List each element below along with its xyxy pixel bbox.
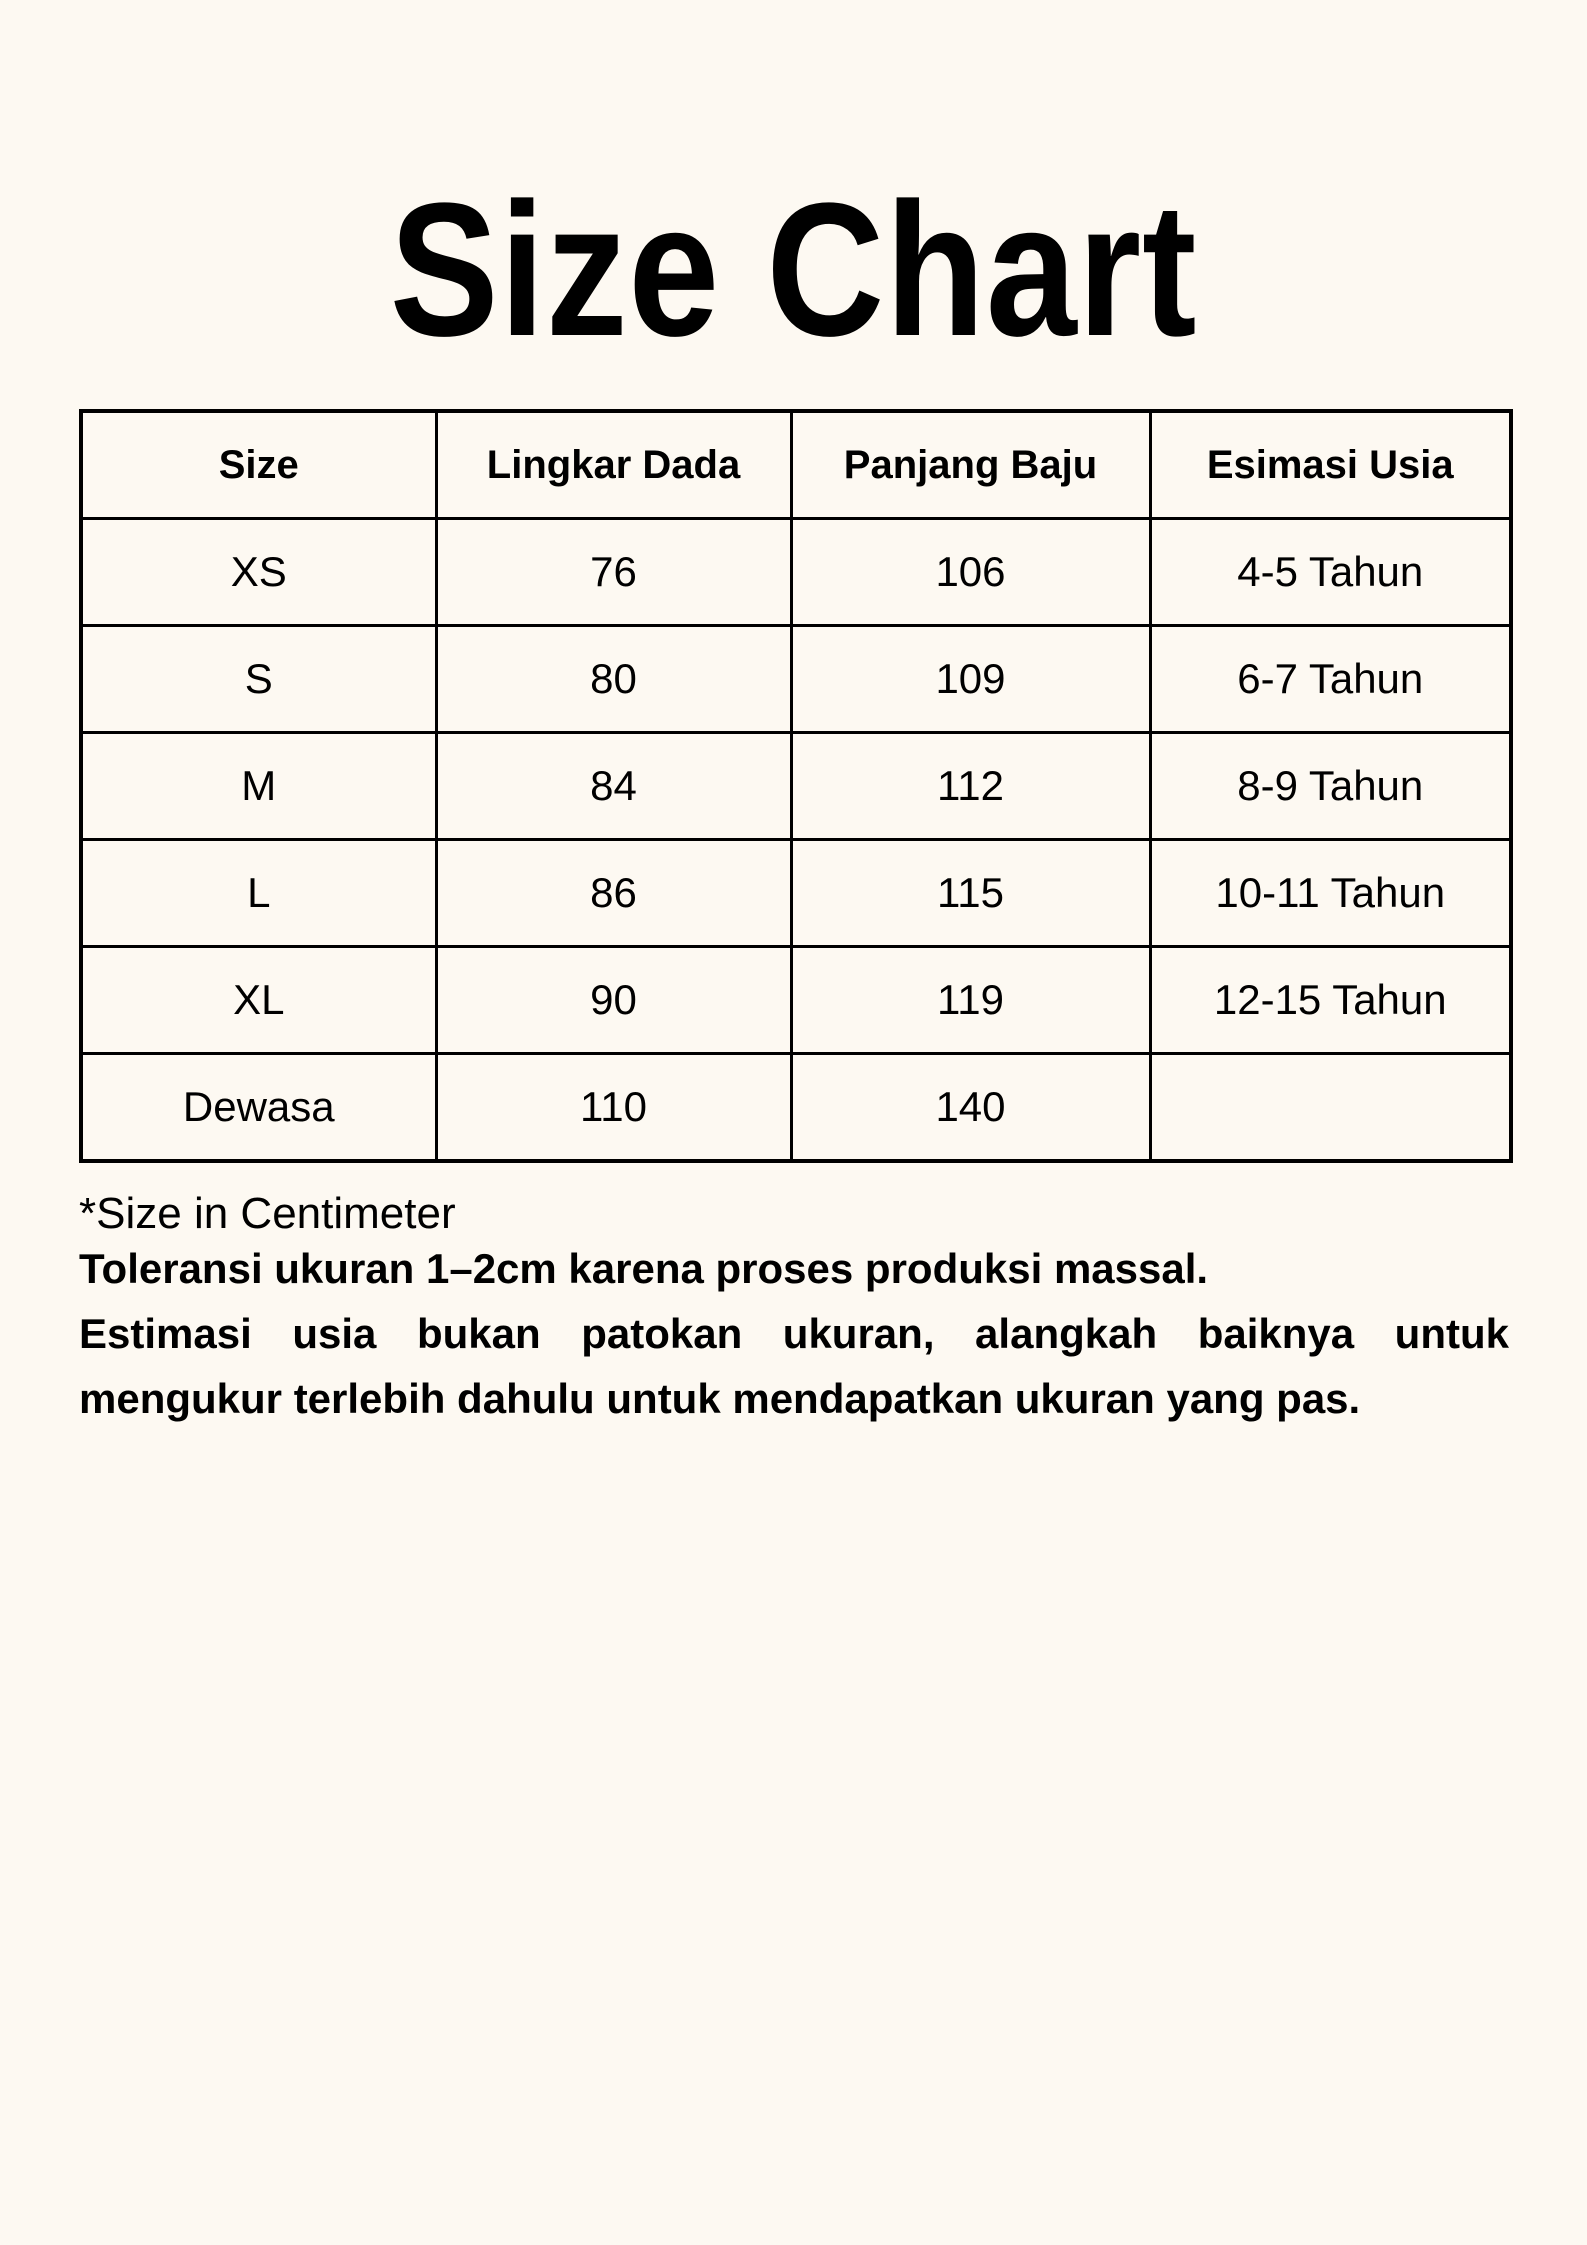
- cell-panjang-baju: 109: [791, 626, 1150, 733]
- cell-lingkar-dada: 90: [436, 947, 791, 1054]
- cell-size: XS: [81, 519, 436, 626]
- cell-estimasi-usia: 8-9 Tahun: [1150, 733, 1511, 840]
- cell-estimasi-usia: 6-7 Tahun: [1150, 626, 1511, 733]
- age-disclaimer-note: Estimasi usia bukan patokan ukuran, alangkah baiknya untuk mengukur terlebih dahulu untuk mendapatkan ukuran yang pas.: [79, 1310, 1509, 1422]
- page-title: Size Chart: [389, 164, 1198, 376]
- table-row: [81, 519, 1511, 626]
- cell-panjang-baju: 119: [791, 947, 1150, 1054]
- cell-lingkar-dada: 84: [436, 733, 791, 840]
- cell-panjang-baju: 106: [791, 519, 1150, 626]
- header-estimasi-usia: Esimasi Usia: [1150, 411, 1511, 519]
- cell-lingkar-dada: 86: [436, 840, 791, 947]
- table-row: [81, 733, 1511, 840]
- cell-size: XL: [81, 947, 436, 1054]
- cell-estimasi-usia: 10-11 Tahun: [1150, 840, 1511, 947]
- table-row: [81, 840, 1511, 947]
- cell-lingkar-dada: 110: [436, 1054, 791, 1162]
- cell-estimasi-usia: 4-5 Tahun: [1150, 519, 1511, 626]
- table-row: [81, 947, 1511, 1054]
- header-panjang-baju: Panjang Baju: [791, 411, 1150, 519]
- cell-panjang-baju: 115: [791, 840, 1150, 947]
- cell-size: L: [81, 840, 436, 947]
- header-size: Size: [81, 411, 436, 519]
- tolerance-note: Toleransi ukuran 1–2cm karena proses produksi massal.: [79, 1245, 1209, 1292]
- cell-panjang-baju: 140: [791, 1054, 1150, 1162]
- cell-panjang-baju: 112: [791, 733, 1150, 840]
- table-row: [81, 626, 1511, 733]
- cell-size: M: [81, 733, 436, 840]
- unit-note: *Size in Centimeter: [79, 1189, 456, 1238]
- cell-estimasi-usia: [1150, 1054, 1511, 1162]
- cell-size: S: [81, 626, 436, 733]
- cell-size: Dewasa: [81, 1054, 436, 1162]
- cell-estimasi-usia: 12-15 Tahun: [1150, 947, 1511, 1054]
- table-row: [81, 1054, 1511, 1162]
- cell-lingkar-dada: 80: [436, 626, 791, 733]
- header-lingkar-dada: Lingkar Dada: [436, 411, 791, 519]
- table-header-row: [81, 411, 1511, 519]
- cell-lingkar-dada: 76: [436, 519, 791, 626]
- size-chart-table: [79, 409, 1513, 1163]
